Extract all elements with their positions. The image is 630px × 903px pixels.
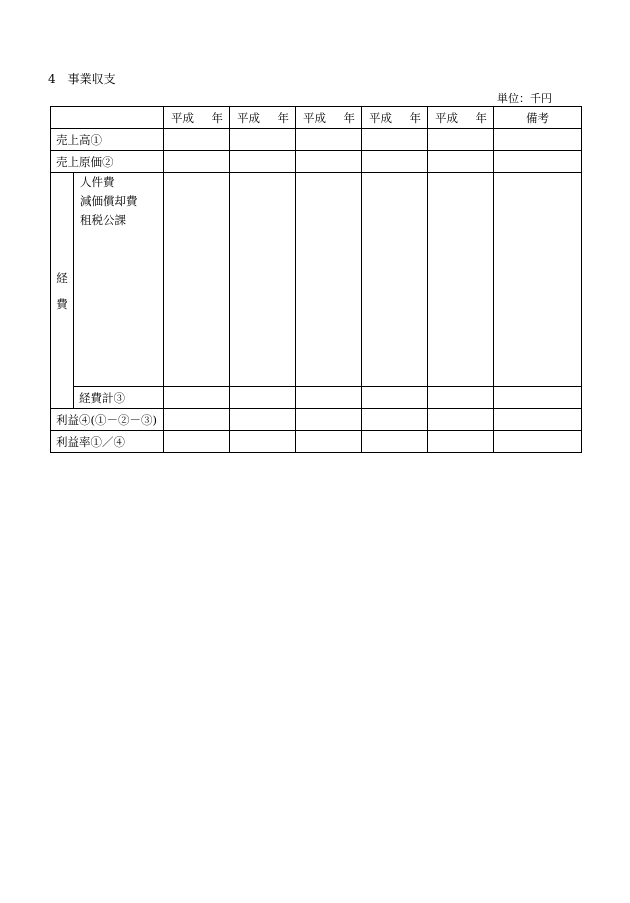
table-cell — [230, 387, 296, 409]
table-cell — [296, 409, 362, 431]
section-number: 4 — [48, 72, 56, 86]
year-era: 平成 — [435, 110, 458, 125]
table-cell — [494, 173, 582, 387]
table-cell — [230, 409, 296, 431]
table-cell — [164, 129, 230, 151]
table-cell — [428, 173, 494, 387]
table-cell — [164, 173, 230, 387]
table-cell — [428, 129, 494, 151]
table-cell — [494, 387, 582, 409]
section-title: 事業収支 — [67, 72, 116, 86]
profit-row — [51, 409, 582, 431]
expense-items-row — [51, 173, 582, 387]
table-cell — [362, 431, 428, 453]
table-cell — [428, 431, 494, 453]
year-era: 平成 — [171, 110, 194, 125]
expense-total-label: 経費計③ — [74, 387, 164, 409]
table-cell — [230, 431, 296, 453]
year-era: 平成 — [237, 110, 260, 125]
table-cell — [230, 129, 296, 151]
table-cell — [164, 151, 230, 173]
table-cell — [296, 151, 362, 173]
table-cell — [428, 387, 494, 409]
table-cell — [362, 129, 428, 151]
table-cell — [296, 431, 362, 453]
table-cell — [362, 387, 428, 409]
cost-of-sales-label: 売上原価② — [51, 151, 164, 173]
year-header-1 — [164, 107, 230, 129]
year-header-3 — [296, 107, 362, 129]
year-suffix: 年 — [475, 110, 487, 125]
table-cell — [230, 151, 296, 173]
expense-item: 減価償却費 — [80, 194, 138, 208]
expense-item: 租税公課 — [80, 213, 126, 227]
header-row — [51, 107, 582, 129]
table-cell — [428, 151, 494, 173]
table-cell — [362, 151, 428, 173]
year-era: 平成 — [369, 110, 392, 125]
sales-label: 売上高① — [51, 129, 164, 151]
table-cell — [296, 173, 362, 387]
year-suffix: 年 — [277, 110, 289, 125]
profit-rate-row — [51, 431, 582, 453]
year-header-4 — [362, 107, 428, 129]
table-cell — [164, 431, 230, 453]
unit-label: 単位：千円 — [497, 92, 552, 105]
table-cell — [362, 173, 428, 387]
table-cell — [230, 173, 296, 387]
header-corner-cell — [51, 107, 164, 129]
expenses-group-label — [51, 173, 74, 409]
year-suffix: 年 — [409, 110, 421, 125]
profit-rate-label: 利益率①／④ — [51, 431, 164, 453]
expenses-group-char: 経 — [56, 270, 68, 285]
table-cell — [296, 129, 362, 151]
cost-of-sales-row — [51, 151, 582, 173]
year-suffix: 年 — [343, 110, 355, 125]
expense-item: 人件費 — [80, 175, 115, 189]
table-cell — [428, 409, 494, 431]
expense-items-cell — [74, 173, 164, 387]
year-header-5 — [428, 107, 494, 129]
table-cell — [164, 409, 230, 431]
table-cell — [494, 129, 582, 151]
table-cell — [362, 409, 428, 431]
business-balance-table — [50, 106, 582, 453]
section-heading — [48, 70, 116, 87]
year-era: 平成 — [303, 110, 326, 125]
sales-row — [51, 129, 582, 151]
expenses-group-char: 費 — [56, 296, 68, 311]
table-cell — [494, 151, 582, 173]
table-cell — [296, 387, 362, 409]
year-suffix: 年 — [211, 110, 223, 125]
expense-total-row — [51, 387, 582, 409]
table-cell — [494, 409, 582, 431]
profit-label: 利益④(①－②－③) — [51, 409, 164, 431]
table-cell — [164, 387, 230, 409]
year-header-2 — [230, 107, 296, 129]
remarks-header: 備考 — [494, 107, 582, 129]
table-cell — [494, 431, 582, 453]
